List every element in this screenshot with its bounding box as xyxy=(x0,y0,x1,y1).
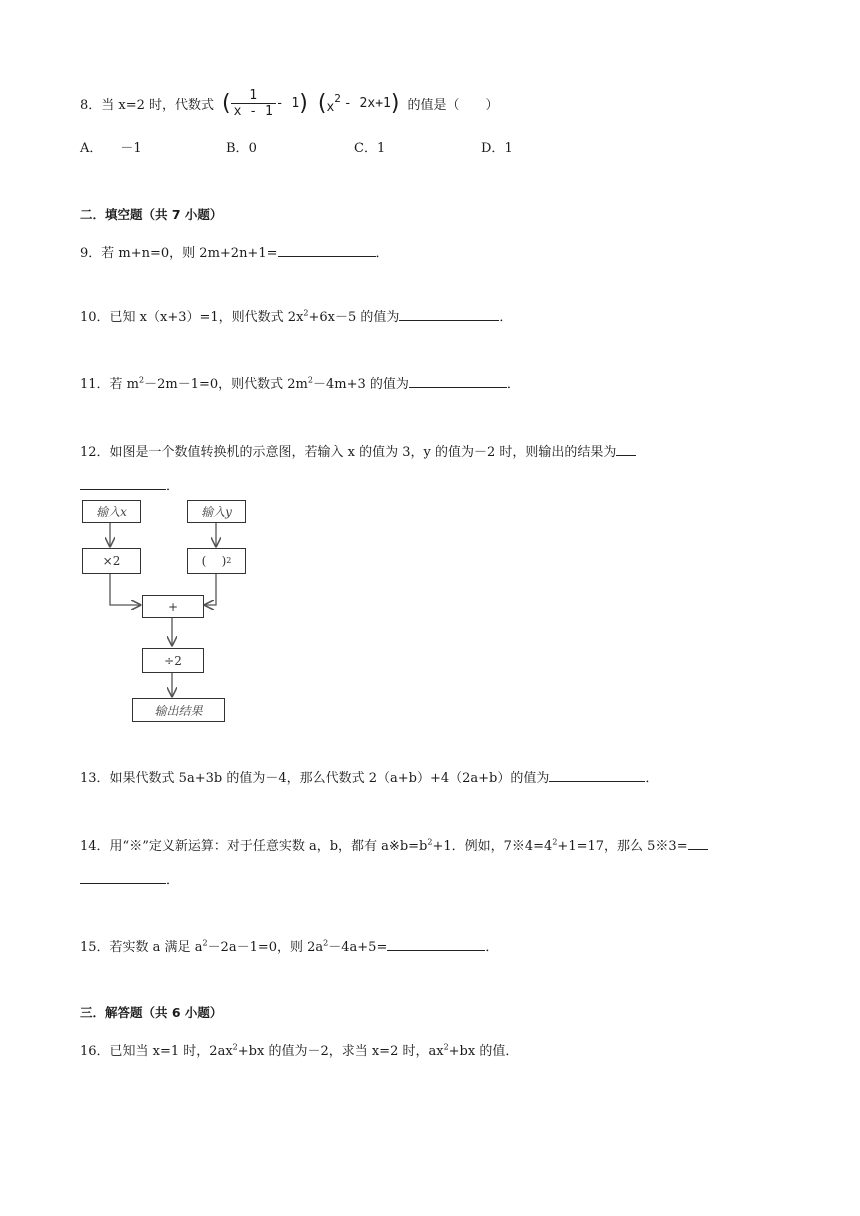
flow-input-y: 输入y xyxy=(187,500,246,523)
section-title-solve: 三．解答题（共 6 小题） xyxy=(80,1005,223,1020)
flow-divide-2: ÷2 xyxy=(142,648,204,673)
question-text: 当 x=2 时，代数式 xyxy=(101,97,215,113)
option-d: D．1 xyxy=(481,141,513,156)
minus-one: - 1 xyxy=(275,95,300,111)
poly-x: x xyxy=(326,99,335,115)
question-14-continuation: ． xyxy=(80,869,179,888)
section-title-fill-in: 二．填空题（共 7 小题） xyxy=(80,207,223,222)
flow-plus: + xyxy=(142,595,204,618)
flow-output: 输出结果 xyxy=(132,698,225,722)
question-number: 8． xyxy=(80,97,102,113)
answer-blank[interactable] xyxy=(80,869,166,884)
fraction-numerator: 1 xyxy=(231,88,276,104)
question-11: 11．若 $m^2-2m-1=0$，则代数式 $2m^2-4m+3$ 的值为 ． xyxy=(80,373,520,392)
arrow-square-to-plus xyxy=(205,573,216,605)
question-8: 8． 当 x=2 时，代数式 ( $\frac{1}{x - 1}$ - 1 ) ( x 2 - 2x+1 ) 的值是（ ） xyxy=(80,87,499,119)
paren-open: ( xyxy=(222,90,231,116)
answer-blank[interactable] xyxy=(387,936,485,951)
question-12: 12．如图是一个数值转换机的示意图，若输入 x 的值为 3，y 的值为－2 时，则输出的结果为 xyxy=(80,441,636,460)
answer-blank[interactable] xyxy=(549,767,645,782)
answer-blank[interactable] xyxy=(688,835,708,850)
question-15: 15．若实数 a 满足 $a^2-2a-1=0$，则 $2a^2-4a+5=$ ． xyxy=(80,936,498,955)
flow-times-2: ×2 xyxy=(82,548,141,574)
poly-rest: - 2x+1 xyxy=(343,95,391,111)
option-c: C．1 xyxy=(354,141,386,156)
option-a: A． －1 xyxy=(80,141,142,156)
question-14: 14．用“※”定义新运算：对于任意实数 a，b，都有 $a※b=b^2+1$．例如，$7※4=4^2+1=17$，那么 5※3= xyxy=(80,835,708,854)
question-13: 13．如果代数式 5a+3b 的值为－4，那么代数式 2（a+b）+4（2a+b）的值为 ． xyxy=(80,767,658,786)
flow-input-x: 输入x xyxy=(82,500,141,523)
fraction-denominator: x - 1 xyxy=(233,103,273,119)
paren-close: ) xyxy=(299,90,308,116)
arrow-times2-to-plus xyxy=(110,573,140,605)
paren-open: ( xyxy=(317,90,327,116)
question-9: 9．若 m+n=0，则 2m+2n+1= ． xyxy=(80,242,389,261)
flow-square: ( ) 2 xyxy=(187,548,246,574)
question-16: 16．已知当 x=1 时，$2ax^2+bx$ 的值为－2，求当 x=2 时，$ax^2+bx$ 的值． xyxy=(80,1042,519,1059)
question-10: 10．已知 x（x+3）=1，则代数式 $2x^2+6x-5$ 的值为 ． xyxy=(80,306,512,325)
question-12-continuation: ． xyxy=(80,475,179,494)
question-text-end: 的值是（ ） xyxy=(407,97,499,113)
option-b: B．0 xyxy=(226,141,257,156)
paren-close: ) xyxy=(390,90,400,116)
